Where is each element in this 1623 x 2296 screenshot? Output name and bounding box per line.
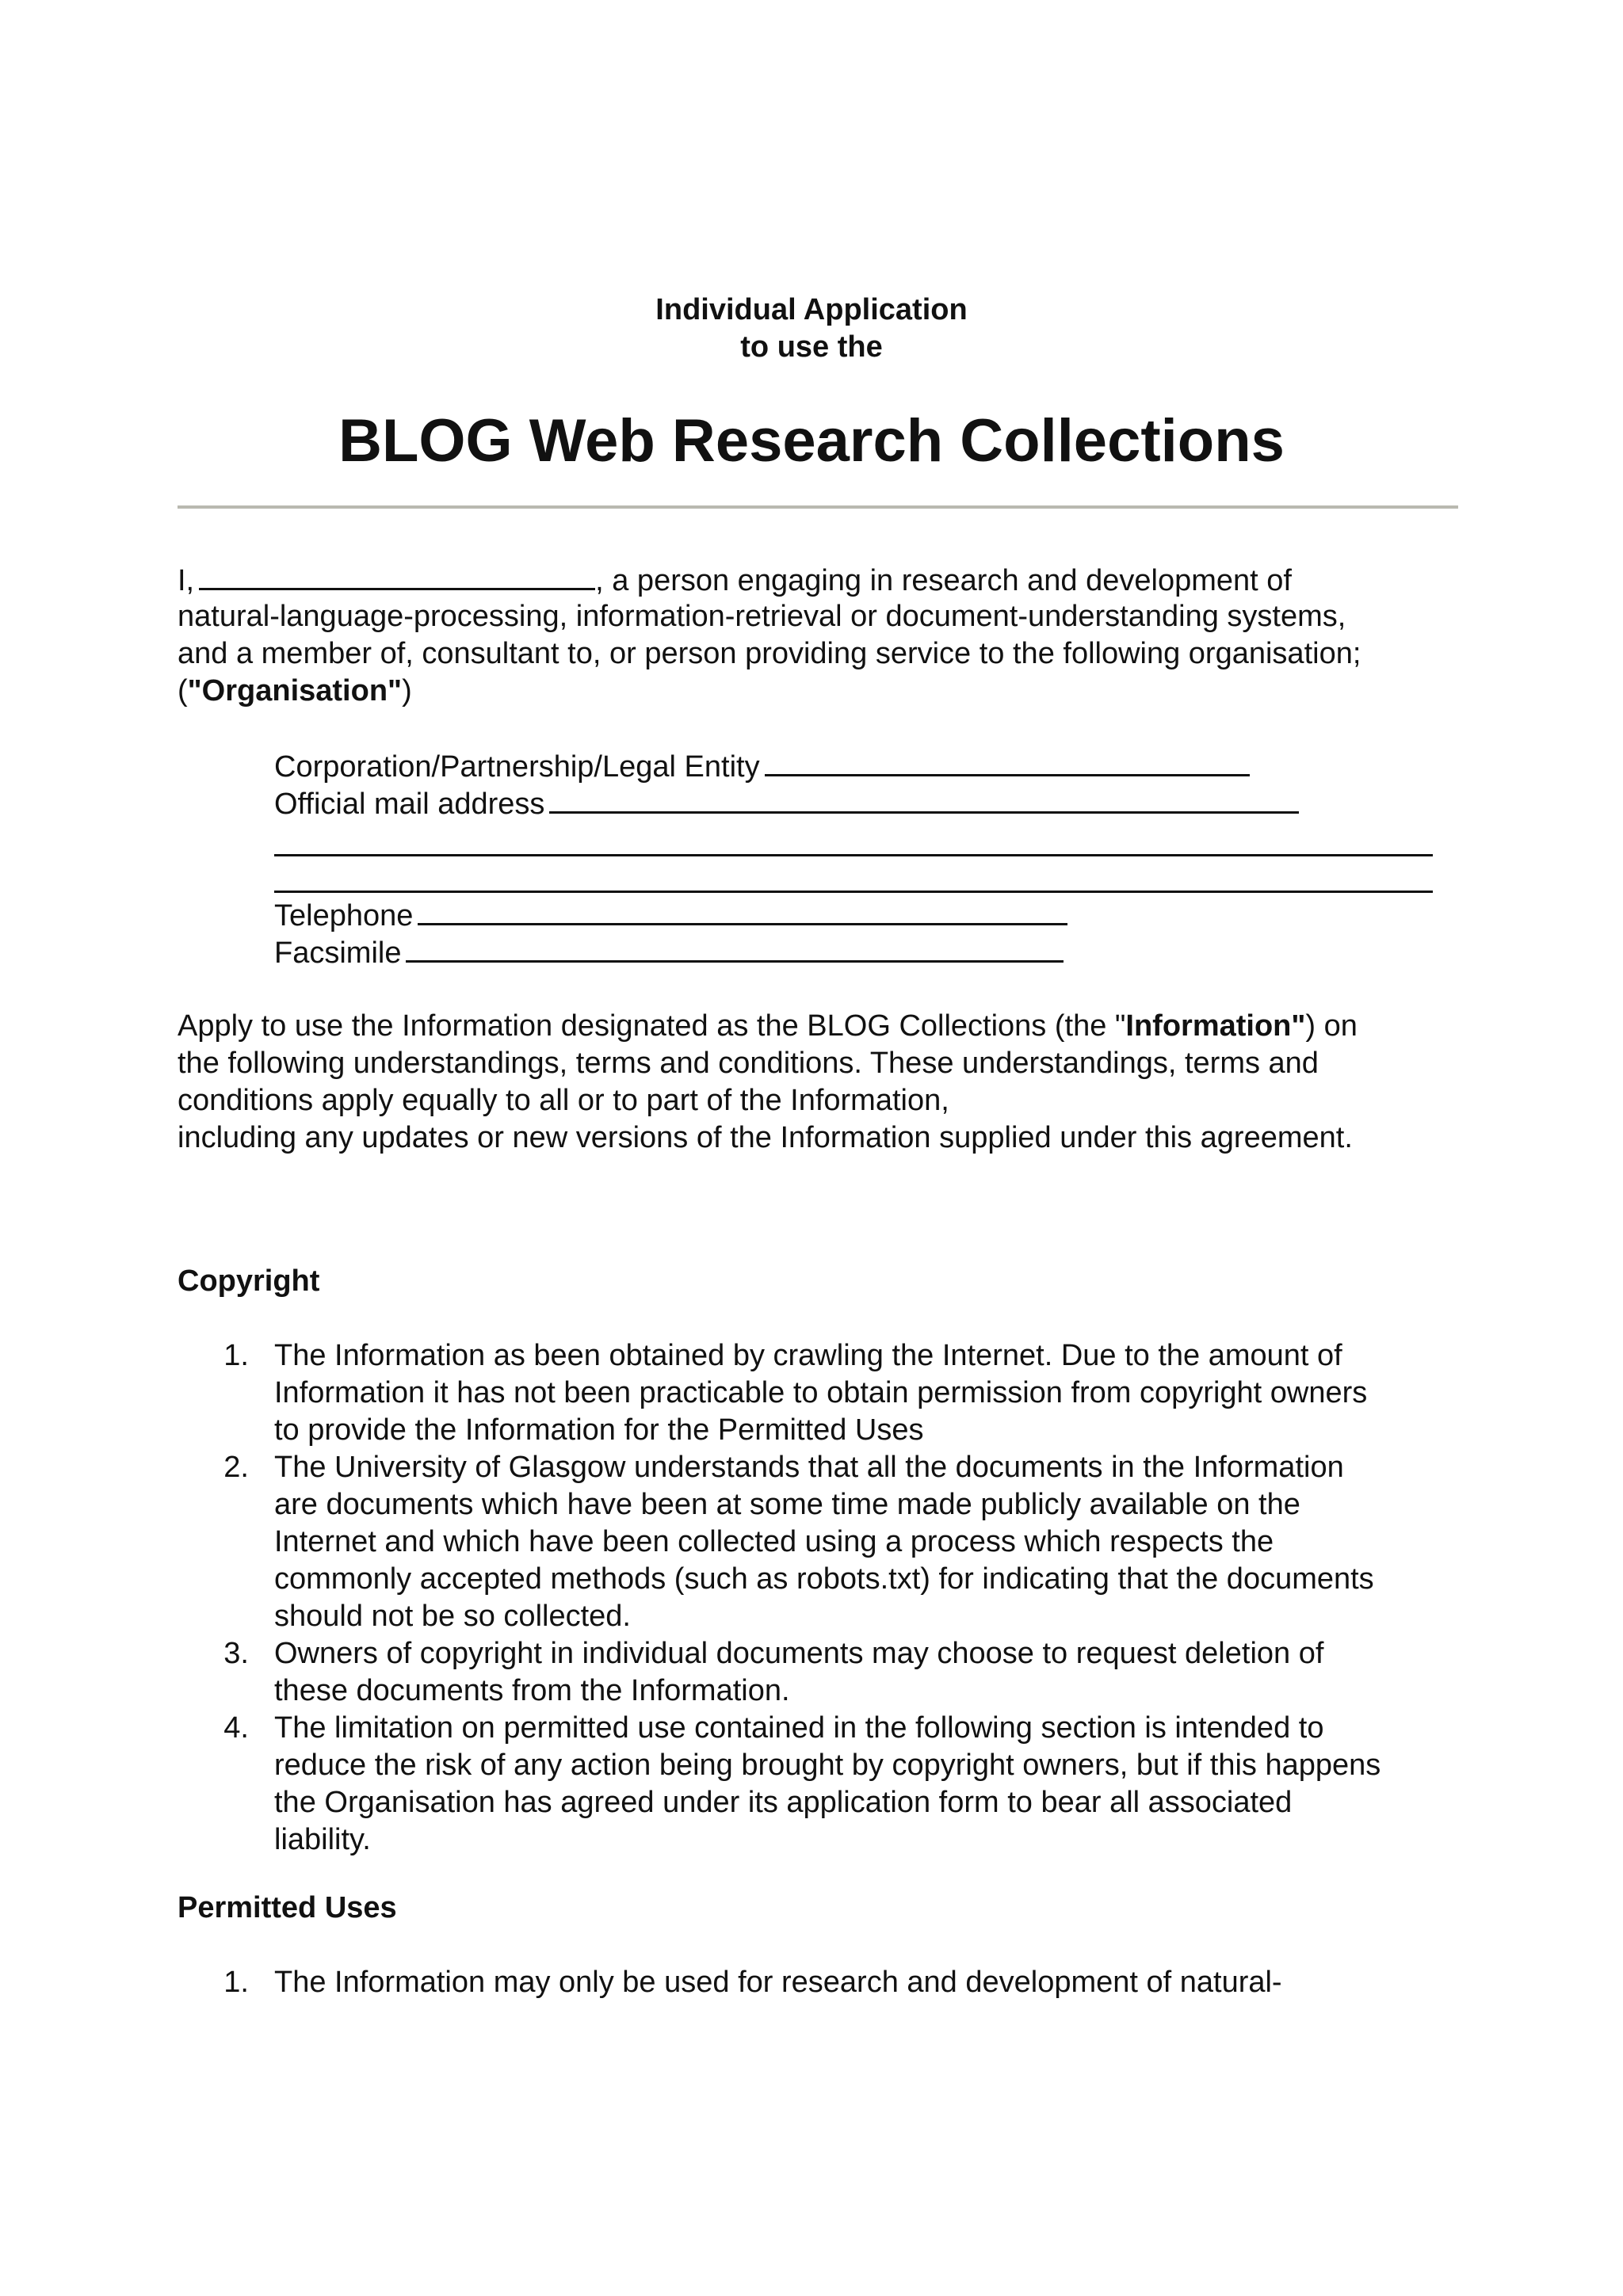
mail-address-label: Official mail address: [274, 788, 545, 821]
copyright-item-4-number: 4.: [223, 1711, 249, 1745]
copyright-item-3-line-2: these documents from the Information.: [274, 1674, 790, 1707]
apply-line-3: conditions apply equally to all or to part of the Information,: [178, 1084, 949, 1117]
copyright-item-2-number: 2.: [223, 1451, 249, 1484]
copyright-item-1-number: 1.: [223, 1339, 249, 1372]
intro-line-4: [178, 673, 412, 710]
copyright-heading: Copyright: [178, 1264, 320, 1298]
permitted-item-1-line-1: The Information may only be used for research and development of natural-: [274, 1966, 1282, 1999]
copyright-item-3-number: 3.: [223, 1637, 249, 1670]
telephone-label: Telephone: [274, 899, 414, 933]
telephone-blank[interactable]: [418, 896, 1067, 925]
copyright-item-2-line-2: are documents which have been at some time made publicly available on the: [274, 1488, 1300, 1521]
copyright-item-1-line-2: Information it has not been practicable to obtain permission from copyright owners: [274, 1376, 1368, 1409]
apply-line-1-pre: Apply to use the Information designated as the BLOG Collections (the ": [178, 1009, 1126, 1043]
permitted-item-1-number: 1.: [223, 1966, 249, 1999]
mail-address-line-2[interactable]: [274, 854, 1433, 856]
copyright-item-4-line-4: liability.: [274, 1823, 371, 1856]
copyright-item-4-line-1: The limitation on permitted use contained in the following section is intended to: [274, 1711, 1324, 1745]
intro-paren-open: (: [178, 674, 188, 707]
copyright-item-4-line-3: the Organisation has agreed under its application form to bear all associated: [274, 1786, 1293, 1819]
telephone-field: [274, 896, 1067, 935]
corporation-blank[interactable]: [765, 747, 1250, 776]
intro-prefix: I,: [178, 564, 195, 597]
apply-line-1-post: ) on: [1305, 1009, 1358, 1043]
apply-line-1: [178, 1008, 1358, 1045]
facsimile-label: Facsimile: [274, 936, 402, 970]
applicant-name-blank[interactable]: [199, 561, 595, 590]
corporation-label: Corporation/Partnership/Legal Entity: [274, 750, 760, 784]
intro-line-2: natural-language-processing, information-retrieval or document-understanding systems,: [178, 600, 1346, 633]
mail-address-line-3[interactable]: [274, 891, 1433, 893]
organisation-term: "Organisation": [187, 674, 403, 707]
copyright-item-2-line-3: Internet and which have been collected using a process which respects the: [274, 1525, 1274, 1558]
mail-address-blank[interactable]: [549, 784, 1299, 814]
copyright-item-2-line-4: commonly accepted methods (such as robots.txt) for indicating that the documents: [274, 1562, 1374, 1596]
copyright-item-1-line-3: to provide the Information for the Permitted Uses: [274, 1413, 924, 1447]
copyright-item-2-text: [274, 1449, 1463, 1635]
information-term: Information": [1125, 1009, 1306, 1043]
copyright-item-4-line-2: reduce the risk of any action being brought by copyright owners, but if this happens: [274, 1749, 1381, 1782]
copyright-item-1-text: [274, 1337, 1463, 1449]
intro-line-3: and a member of, consultant to, or person providing service to the following organisation;: [178, 637, 1361, 670]
intro-suffix: , a person engaging in research and development of: [595, 564, 1292, 597]
corporation-field: [274, 747, 1250, 786]
copyright-item-2-line-5: should not be so collected.: [274, 1600, 631, 1633]
header-line-2: to use the: [740, 330, 883, 364]
intro-paren-close: ): [402, 674, 412, 707]
facsimile-blank[interactable]: [406, 933, 1064, 963]
permitted-item-1-text: [274, 1964, 1463, 2001]
intro-line-1: [178, 561, 1292, 600]
copyright-item-4-text: [274, 1710, 1463, 1859]
permitted-uses-heading: Permitted Uses: [178, 1891, 397, 1924]
page-title: BLOG Web Research Collections: [338, 407, 1285, 475]
copyright-item-1-line-1: The Information as been obtained by crawling the Internet. Due to the amount of: [274, 1339, 1342, 1372]
header-line-1: Individual Application: [655, 293, 968, 326]
apply-line-2: the following understandings, terms and conditions. These understandings, terms and: [178, 1047, 1319, 1080]
copyright-item-3-line-1: Owners of copyright in individual documents may choose to request deletion of: [274, 1637, 1324, 1670]
facsimile-field: [274, 933, 1064, 972]
copyright-item-3-text: [274, 1635, 1463, 1710]
mail-address-field: [274, 784, 1299, 823]
copyright-item-2-line-1: The University of Glasgow understands that all the documents in the Information: [274, 1451, 1344, 1484]
title-divider: [178, 505, 1458, 509]
apply-line-4: including any updates or new versions of the Information supplied under this agreement.: [178, 1121, 1353, 1154]
